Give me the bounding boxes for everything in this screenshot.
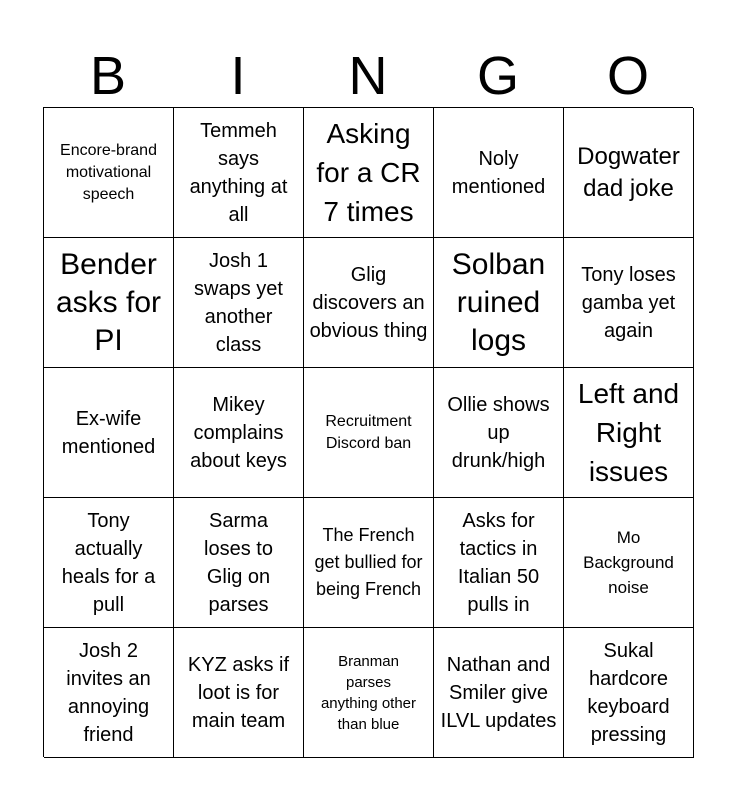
header-letter-i: I [230, 46, 246, 106]
cell-text: Josh 1 swaps yet another class [194, 249, 283, 356]
bingo-cell-r3-c3[interactable] [304, 368, 434, 498]
bingo-cell-r5-c3[interactable] [304, 628, 434, 758]
cell-text: Encore-brand motivational speech [60, 141, 157, 203]
cell-text: Glig discovers an obvious thing [309, 263, 428, 342]
cell-text: The French get bullied for being French [314, 525, 423, 599]
cell-text: Sukal hardcore keyboard pressing [587, 639, 670, 746]
cell-text: Sarma loses to Glig on parses [204, 509, 273, 616]
cell-text: Tony loses gamba yet again [581, 263, 676, 342]
cell-text: Noly mentioned [451, 147, 546, 198]
bingo-cell-r3-c4[interactable] [434, 368, 564, 498]
bingo-cell-r2-c3[interactable] [304, 238, 434, 368]
bingo-cell-r5-c5[interactable] [564, 628, 694, 758]
cell-text: Left and Right issues [577, 378, 680, 487]
bingo-cell-r1-c4[interactable] [434, 108, 564, 238]
cell-text: Solban ruined logs [451, 247, 546, 357]
header-letter-n: N [348, 46, 388, 106]
cell-text: Dogwater dad joke [577, 142, 680, 202]
bingo-cell-r2-c4[interactable] [434, 238, 564, 368]
bingo-cell-r5-c4[interactable] [434, 628, 564, 758]
bingo-cell-r4-c3[interactable] [304, 498, 434, 628]
cell-text: Mo Background noise [583, 528, 674, 597]
bingo-cell-r2-c1[interactable] [44, 238, 174, 368]
bingo-board [43, 107, 693, 757]
cell-text: Asking for a CR 7 times [316, 118, 421, 227]
bingo-cell-r1-c3[interactable] [304, 108, 434, 238]
cell-text: Branman parses anything other than blue [320, 652, 417, 733]
cell-text: Asks for tactics in Italian 50 pulls in [457, 509, 540, 616]
cell-text: Tony actually heals for a pull [61, 509, 156, 616]
cell-text: Ollie shows up drunk/high [447, 393, 550, 472]
cell-text: Nathan and Smiler give ILVL updates [440, 653, 557, 732]
cell-text: Mikey complains about keys [190, 393, 287, 472]
cell-text: Ex-wife mentioned [61, 407, 156, 458]
bingo-cell-r1-c5[interactable] [564, 108, 694, 238]
bingo-cell-r3-c1[interactable] [44, 368, 174, 498]
bingo-cell-r1-c1[interactable] [44, 108, 174, 238]
bingo-header [43, 44, 693, 108]
cell-text: Recruitment Discord ban [325, 412, 412, 452]
bingo-cell-r1-c2[interactable] [174, 108, 304, 238]
bingo-cell-r5-c1[interactable] [44, 628, 174, 758]
cell-text: Temmeh says anything at all [189, 119, 288, 226]
bingo-cell-r2-c2[interactable] [174, 238, 304, 368]
cell-text: Josh 2 invites an annoying friend [66, 639, 151, 746]
bingo-cell-r2-c5[interactable] [564, 238, 694, 368]
bingo-cell-r5-c2[interactable] [174, 628, 304, 758]
bingo-cell-r3-c2[interactable] [174, 368, 304, 498]
header-letter-b: B [89, 46, 127, 106]
header-letter-o: O [606, 46, 649, 106]
bingo-cell-r4-c2[interactable] [174, 498, 304, 628]
bingo-cell-r4-c4[interactable] [434, 498, 564, 628]
cell-text: Bender asks for PI [55, 247, 162, 357]
bingo-cell-r4-c5[interactable] [564, 498, 694, 628]
bingo-cell-r4-c1[interactable] [44, 498, 174, 628]
cell-text: KYZ asks if loot is for main team [187, 653, 290, 732]
header-letter-g: G [476, 46, 519, 106]
bingo-cell-r3-c5[interactable] [564, 368, 694, 498]
